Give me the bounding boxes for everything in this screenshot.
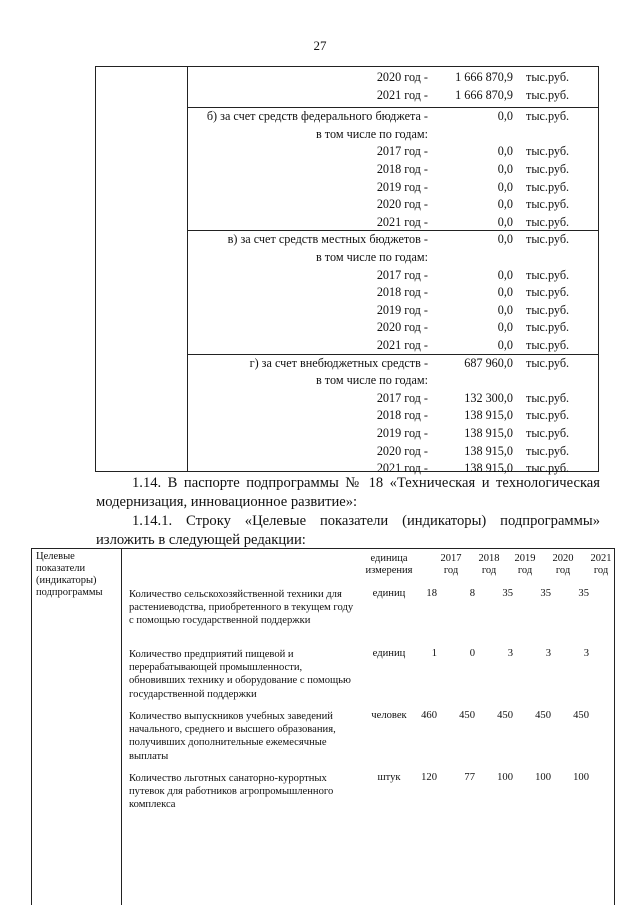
funding-unit: тыс.руб. <box>526 179 570 194</box>
funding-label: в том числе по годам: <box>316 249 428 264</box>
indicator-value: 3 <box>507 648 513 659</box>
funding-row <box>187 196 598 214</box>
indicator-value: 100 <box>535 772 551 783</box>
funding-unit: тыс.руб. <box>526 390 570 405</box>
funding-row <box>187 425 598 443</box>
funding-value: 0,0 <box>497 144 513 159</box>
funding-label: 2018 год - <box>376 408 428 423</box>
paragraph-1-14-line1: 1.14. В паспорте подпрограммы № 18 «Техническая и технологическая <box>132 475 600 491</box>
funding-label: 2019 год - <box>376 302 428 317</box>
funding-unit: тыс.руб. <box>526 267 570 282</box>
funding-label: 2021 год - <box>376 214 428 229</box>
indicator-unit: человек <box>371 710 407 721</box>
funding-row <box>187 69 598 87</box>
funding-unit: тыс.руб. <box>526 443 570 458</box>
funding-value: 0,0 <box>497 302 513 317</box>
funding-value: 0,0 <box>497 197 513 212</box>
year-header: 2019 год <box>514 553 536 576</box>
funding-unit: тыс.руб. <box>526 355 570 370</box>
page-number: 27 <box>313 38 327 53</box>
funding-value: 138 915,0 <box>464 443 513 458</box>
funding-row <box>187 407 598 425</box>
funding-unit: тыс.руб. <box>526 70 570 84</box>
indicator-value: 35 <box>578 588 589 599</box>
funding-value: 0,0 <box>497 179 513 194</box>
funding-value: 1 666 870,9 <box>455 70 513 84</box>
funding-label: 2021 год - <box>376 337 428 352</box>
funding-value: 132 300,0 <box>464 390 513 405</box>
funding-label: 2020 год - <box>376 197 428 212</box>
funding-unit: тыс.руб. <box>526 87 570 102</box>
funding-value: 1 666 870,9 <box>455 87 513 102</box>
funding-label: 2017 год - <box>376 267 428 282</box>
funding-unit: тыс.руб. <box>526 408 570 423</box>
indicator-value: 18 <box>426 588 437 599</box>
funding-section <box>187 107 598 231</box>
paragraph-1-14-1-line1: 1.14.1. Строку «Целевые показатели (индикаторы) подпрограммы» <box>132 513 600 529</box>
funding-section <box>187 354 598 478</box>
funding-row <box>187 179 598 197</box>
indicator-name: Количество сельскохозяйственной техники для растениеводства, приобретенного в текущем году с помощью государственной поддержки <box>129 589 354 627</box>
funding-row <box>187 302 598 320</box>
funding-table <box>95 66 599 476</box>
funding-label: 2019 год - <box>376 179 428 194</box>
paragraph-1-14-1-line2: изложить в следующей редакции: <box>96 532 306 548</box>
funding-unit: тыс.руб. <box>526 232 570 247</box>
funding-label: в том числе по годам: <box>316 126 428 141</box>
funding-table-left-column <box>96 67 188 471</box>
funding-row <box>187 249 598 267</box>
funding-unit: тыс.руб. <box>526 144 570 159</box>
indicator-value: 460 <box>421 710 437 721</box>
paragraph-1-14-cont <box>96 493 600 512</box>
funding-section <box>187 230 598 354</box>
funding-label: 2017 год - <box>376 144 428 159</box>
paragraph-1-14 <box>96 474 600 493</box>
funding-row <box>187 108 598 126</box>
paragraph-1-14-1 <box>96 512 600 531</box>
funding-row <box>187 355 598 373</box>
funding-value: 687 960,0 <box>464 355 513 370</box>
funding-value: 138 915,0 <box>464 408 513 423</box>
funding-row <box>187 214 598 232</box>
indicator-value: 450 <box>459 710 475 721</box>
funding-label: в том числе по годам: <box>316 373 428 388</box>
indicators-row-title: Целевые показатели (индикаторы) подпрограммы <box>32 549 122 905</box>
funding-row <box>187 372 598 390</box>
funding-unit: тыс.руб. <box>526 161 570 176</box>
indicator-value: 100 <box>497 772 513 783</box>
funding-unit: тыс.руб. <box>526 197 570 212</box>
funding-row <box>187 443 598 461</box>
indicator-value: 8 <box>469 588 475 599</box>
indicator-value: 35 <box>540 588 551 599</box>
funding-label: 2018 год - <box>376 161 428 176</box>
funding-value: 0,0 <box>497 161 513 176</box>
indicator-name: Количество льготных санаторно-курортных путевок для работников агропромышленного комплекса <box>129 773 334 811</box>
funding-unit: тыс.руб. <box>526 302 570 317</box>
funding-row <box>187 126 598 144</box>
year-header: 2021 год <box>590 553 612 576</box>
indicator-value: 1 <box>431 648 437 659</box>
funding-label: г) за счет внебюджетных средств - <box>249 355 428 370</box>
funding-unit: тыс.руб. <box>526 461 570 476</box>
funding-row <box>187 267 598 285</box>
funding-unit: тыс.руб. <box>526 109 570 124</box>
funding-row <box>187 231 598 249</box>
indicator-value: 450 <box>573 710 589 721</box>
funding-row <box>187 284 598 302</box>
indicators-table <box>31 548 615 905</box>
funding-label: в) за счет средств местных бюджетов - <box>227 232 428 247</box>
funding-label: 2017 год - <box>376 390 428 405</box>
funding-label: 2020 год - <box>376 70 428 84</box>
funding-unit: тыс.руб. <box>526 425 570 440</box>
funding-unit: тыс.руб. <box>526 285 570 300</box>
funding-value: 0,0 <box>497 109 513 124</box>
funding-value: 0,0 <box>497 285 513 300</box>
indicator-name: Количество предприятий пищевой и перерабатывающей промышленности, обновивших технику и оборудование с помощью государственной поддержки <box>129 649 351 700</box>
funding-value: 0,0 <box>497 320 513 335</box>
year-header: 2017 год <box>440 553 462 576</box>
indicator-unit: единиц <box>372 648 406 659</box>
funding-value: 0,0 <box>497 267 513 282</box>
funding-row <box>187 161 598 179</box>
funding-unit: тыс.руб. <box>526 320 570 335</box>
indicator-value: 35 <box>502 588 513 599</box>
indicator-name: Количество выпускников учебных заведений начального, среднего и высшего образования, получивших дополнительные ежемесячные выплаты <box>129 711 336 762</box>
funding-label: 2019 год - <box>376 425 428 440</box>
funding-unit: тыс.руб. <box>526 214 570 229</box>
funding-label: 2021 год - <box>376 461 428 476</box>
funding-section <box>187 69 598 104</box>
indicator-value: 3 <box>583 648 589 659</box>
unit-header: единица измерения <box>365 553 413 576</box>
funding-label: 2018 год - <box>376 285 428 300</box>
indicator-value: 100 <box>573 772 589 783</box>
funding-row <box>187 390 598 408</box>
year-header: 2018 год <box>478 553 500 576</box>
indicator-value: 3 <box>545 648 551 659</box>
funding-value: 0,0 <box>497 214 513 229</box>
indicator-value: 450 <box>535 710 551 721</box>
funding-label: 2020 год - <box>376 443 428 458</box>
funding-row <box>187 143 598 161</box>
funding-label: 2020 год - <box>376 320 428 335</box>
indicator-value: 450 <box>497 710 513 721</box>
indicator-value: 120 <box>421 772 437 783</box>
funding-value: 0,0 <box>497 337 513 352</box>
funding-unit: тыс.руб. <box>526 337 570 352</box>
funding-value: 138 915,0 <box>464 461 513 476</box>
funding-value: 0,0 <box>497 232 513 247</box>
indicator-value: 77 <box>464 772 475 783</box>
funding-value: 138 915,0 <box>464 425 513 440</box>
funding-row <box>187 319 598 337</box>
indicator-value: 0 <box>469 648 475 659</box>
funding-row <box>187 87 598 105</box>
funding-row <box>187 337 598 355</box>
funding-label: б) за счет средств федерального бюджета - <box>206 109 428 124</box>
indicator-unit: штук <box>377 772 401 783</box>
paragraph-1-14-line2: модернизация, инновационное развитие»: <box>96 494 358 510</box>
indicator-unit: единиц <box>372 588 406 599</box>
funding-label: 2021 год - <box>376 87 428 102</box>
year-header: 2020 год <box>552 553 574 576</box>
